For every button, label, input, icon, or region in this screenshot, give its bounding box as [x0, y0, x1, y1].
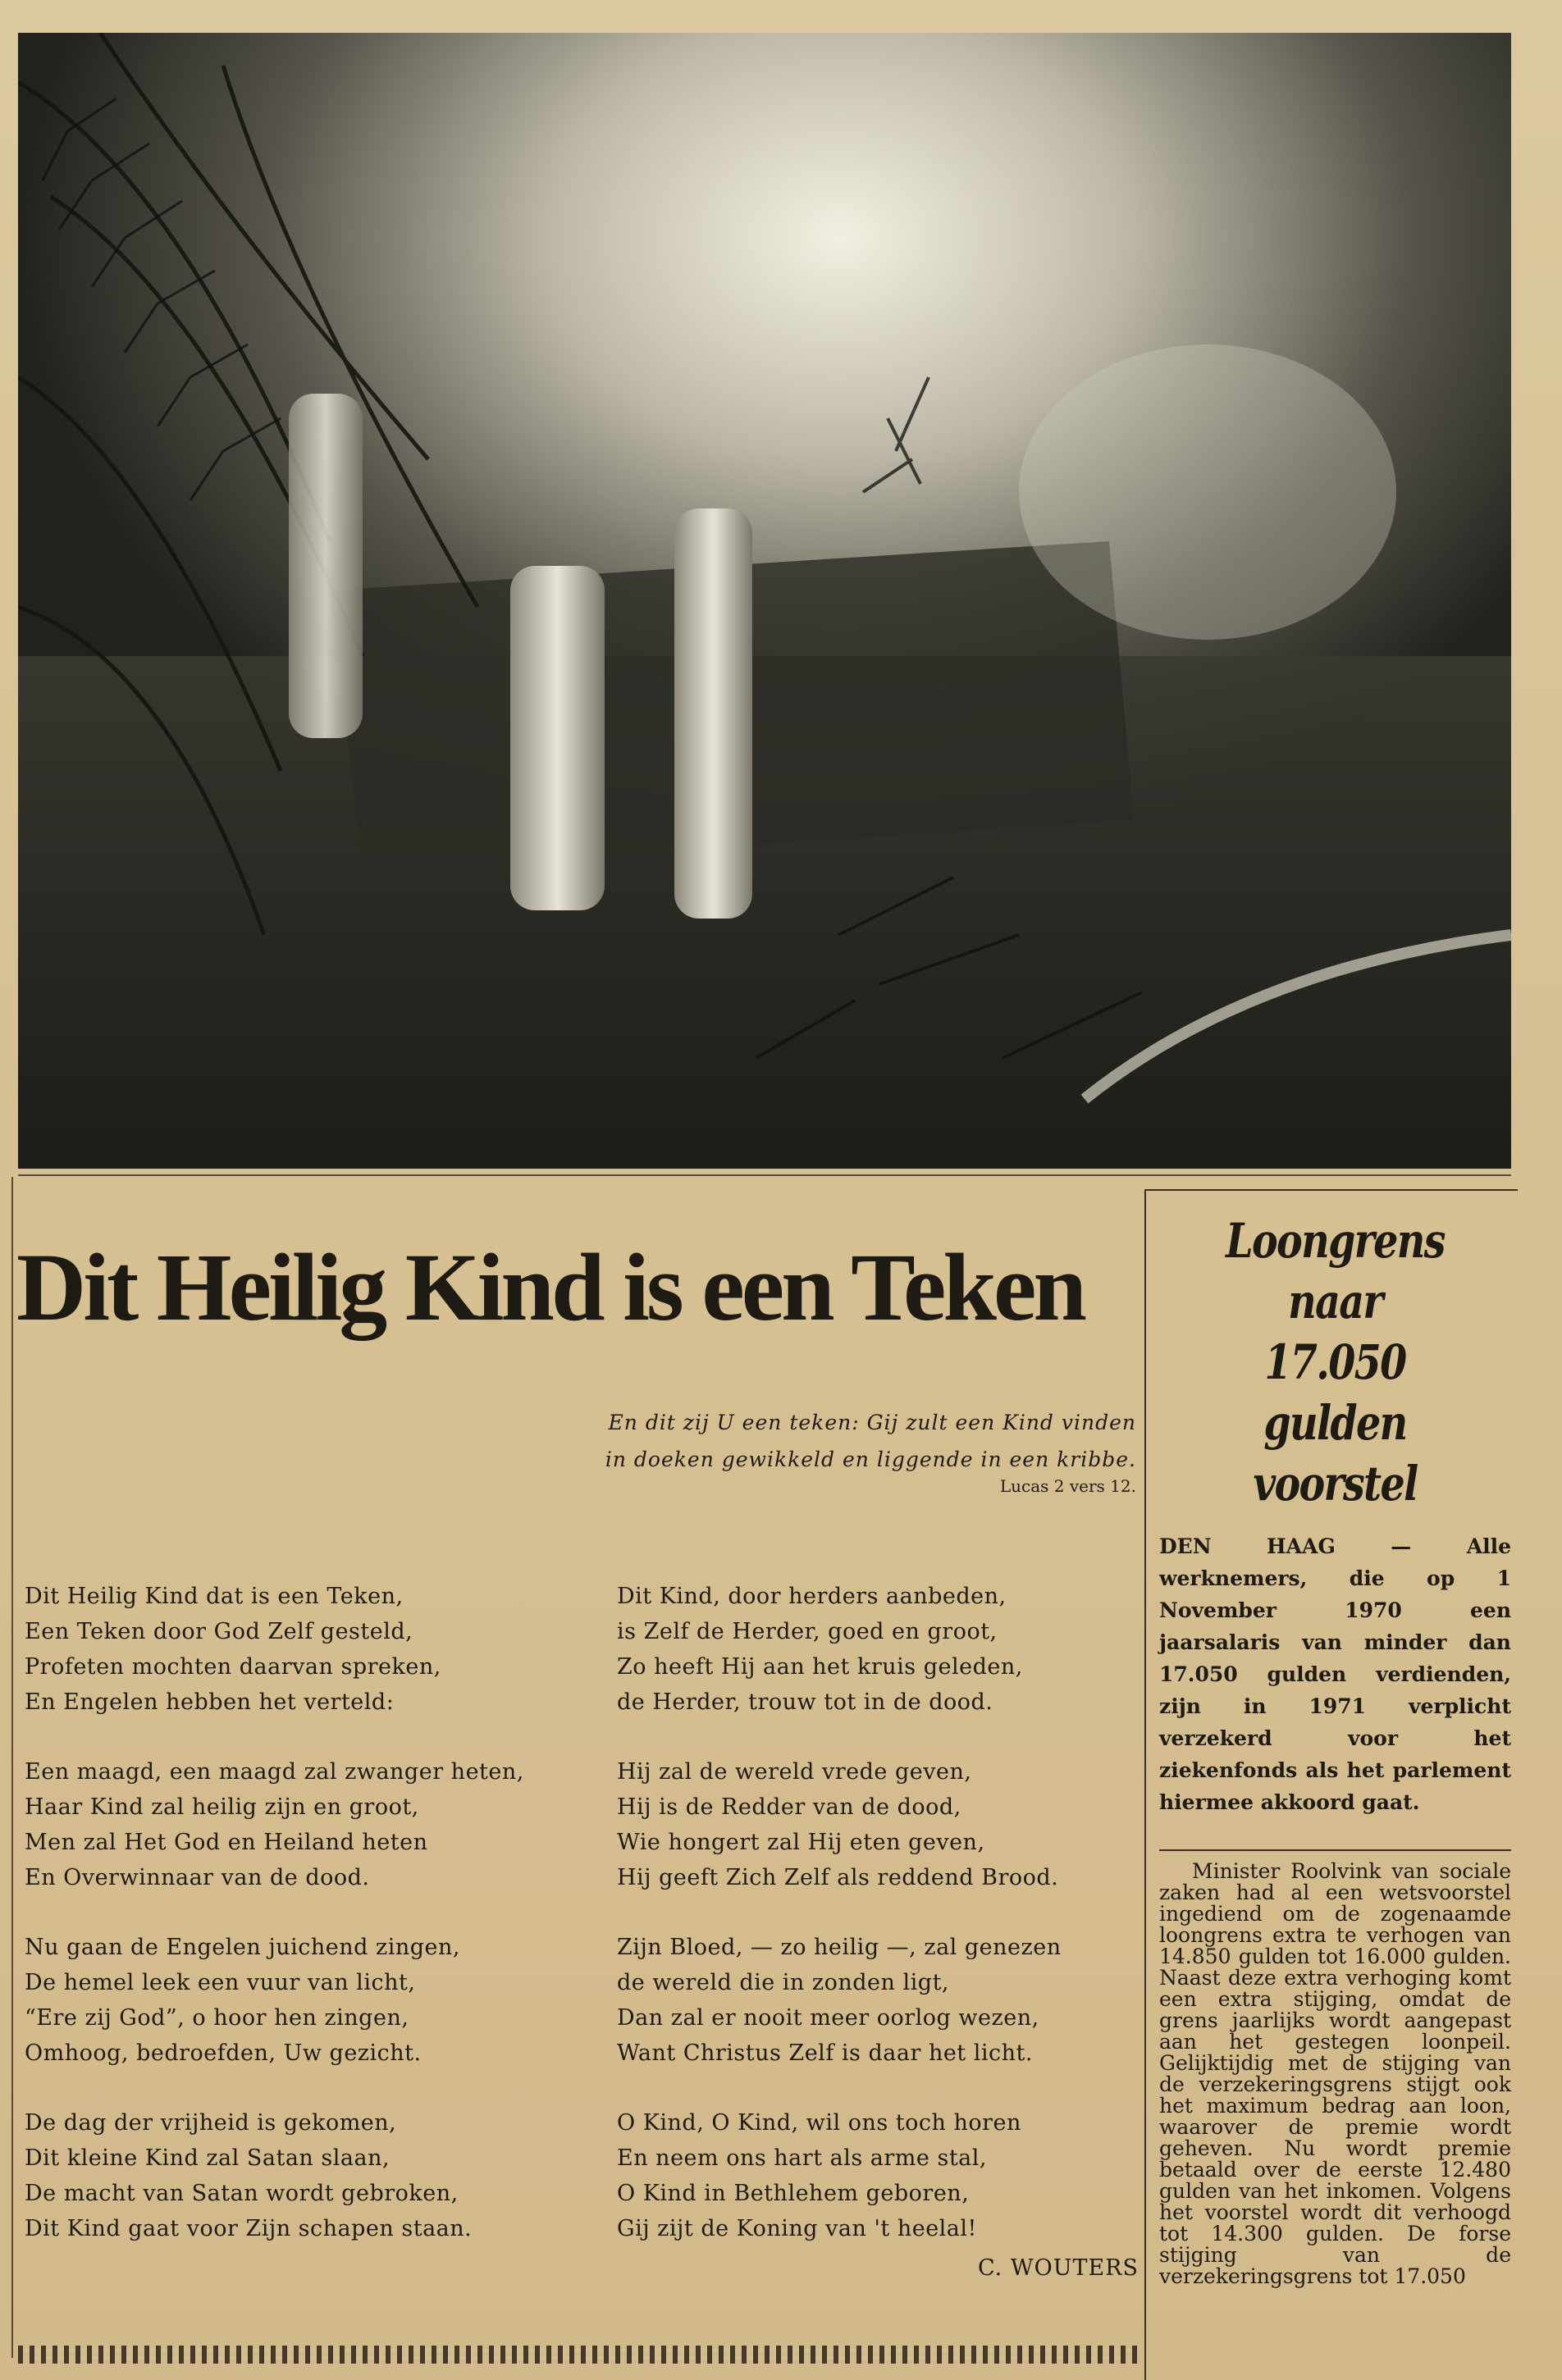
poem-line: Hij is de Redder van de dood,	[617, 1794, 961, 1820]
stanza	[617, 1579, 1142, 1720]
top-divider	[18, 1174, 1511, 1176]
ornamental-border	[18, 2346, 1138, 2364]
side-headline-line: Loongrens naar	[1226, 1213, 1445, 1329]
poem-line: “Ere zij God”, o hoor hen zingen,	[25, 2005, 409, 2031]
bible-reference: Lucas 2 vers 12.	[999, 1476, 1136, 1496]
stanza	[25, 1930, 566, 2071]
poem-line: Wie hongert zal Hij eten geven,	[617, 1830, 985, 1855]
photo-image-icon	[18, 33, 1511, 1169]
poem-line: Haar Kind zal heilig zijn en groot,	[25, 1794, 419, 1820]
stanza	[25, 1754, 566, 1895]
poem-line: Dit Heilig Kind dat is een Teken,	[25, 1584, 404, 1609]
side-article-lead: DEN HAAG — Alle werknemers, die op 1 November 1970 een jaarsalaris van minder dan 17.050 gulden verdienden, zijn in 1971 verplicht verzekerd voor het ziekenfonds als het parlement hiermee akkoord gaat.	[1159, 1534, 1511, 1814]
poem-line: De hemel leek een vuur van licht,	[25, 1970, 416, 1995]
side-headline-line: 17.050 gulden	[1263, 1334, 1407, 1451]
poem-line: Een Teken door God Zelf gesteld,	[25, 1619, 413, 1644]
poem-line: O Kind, O Kind, wil ons toch horen	[617, 2110, 1021, 2136]
poem-line: Dit kleine Kind zal Satan slaan,	[25, 2145, 390, 2171]
poem-line: Dit Kind gaat voor Zijn schapen staan.	[25, 2216, 473, 2241]
stanza	[617, 2105, 1142, 2246]
side-lead-block	[1159, 1530, 1511, 1851]
poem-line: En Engelen hebben het verteld:	[25, 1689, 395, 1715]
poem-line: Zo heeft Hij aan het kruis geleden,	[617, 1654, 1023, 1680]
poem-line: Hij geeft Zich Zelf als reddend Brood.	[617, 1865, 1059, 1890]
epigraph	[492, 1404, 1136, 1478]
poem-line: is Zelf de Herder, goed en groot,	[617, 1619, 998, 1644]
article-title: Dit Heilig Kind is een Teken	[16, 1233, 1084, 1341]
poem-line: Gij zijt de Koning van 't heelal!	[617, 2216, 977, 2241]
poem-line: Want Christus Zelf is daar het licht.	[617, 2040, 1033, 2066]
poem-line: Nu gaan de Engelen juichend zingen,	[25, 1935, 460, 1960]
author-byline: C. WOUTERS	[977, 2255, 1139, 2281]
christmas-candles-photo	[18, 33, 1511, 1169]
poem-line: Omhoog, bedroefden, Uw gezicht.	[25, 2040, 422, 2066]
stanza	[25, 1579, 566, 1720]
poem-line: Een maagd, een maagd zal zwanger heten,	[25, 1759, 524, 1785]
poem-line: O Kind in Bethlehem geboren,	[617, 2181, 970, 2206]
poem-line: Profeten mochten daarvan spreken,	[25, 1654, 441, 1680]
side-article-body: Minister Roolvink van sociale zaken had al een wetsvoorstel ingediend om de zogenaamde loongrens extra te verhogen van 14.850 gulden tot 16.000 gulden. Naast deze extra verhoging komt een extra stijging, omdat de grens jaarlijks wordt aangepast aan het gestegen loonpeil. Gelijktijdig met de stijging van de verzekeringsgrens stijgt ook het maximum bedrag aan loon, waarover de premie wordt geheven. Nu wordt premie betaald over de eerste 12.480 gulden van het inkomen. Volgens het voorstel wordt dit verhoogd tot 14.300 gulden. De forse stijging van de verzekeringsgrens tot 17.050	[1159, 1859, 1511, 2288]
poem-line: En neem ons hart als arme stal,	[617, 2145, 987, 2171]
poem-column-left	[25, 1579, 566, 2281]
stanza	[617, 1930, 1142, 2071]
poem-line: de Herder, trouw tot in de dood.	[617, 1689, 993, 1715]
poem-line: Dit Kind, door herders aanbeden,	[617, 1584, 1007, 1609]
side-article	[1144, 1189, 1518, 2380]
stanza	[25, 2105, 566, 2246]
poem-column-right	[617, 1579, 1142, 2281]
poem-line: De dag der vrijheid is gekomen,	[25, 2110, 397, 2136]
poem-line: Hij zal de wereld vrede geven,	[617, 1759, 972, 1785]
poem-line: En Overwinnaar van de dood.	[25, 1865, 370, 1890]
epigraph-line: in doeken gewikkeld en liggende in een kribbe.	[605, 1448, 1136, 1471]
poem-line: Men zal Het God en Heiland heten	[25, 1830, 428, 1855]
side-headline-line: voorstel	[1253, 1456, 1418, 1511]
poem-line: De macht van Satan wordt gebroken,	[25, 2181, 459, 2206]
left-divider	[11, 1177, 13, 2358]
epigraph-line: En dit zij U een teken: Gij zult een Kind vinden	[608, 1411, 1136, 1434]
poem-line: Zijn Bloed, — zo heilig —, zal genezen	[617, 1935, 1062, 1960]
poem-line: de wereld die in zonden ligt,	[617, 1970, 949, 1995]
side-article-headline	[1191, 1211, 1480, 1514]
poem-line: Dan zal er nooit meer oorlog wezen,	[617, 2005, 1039, 2031]
stanza	[617, 1754, 1142, 1895]
